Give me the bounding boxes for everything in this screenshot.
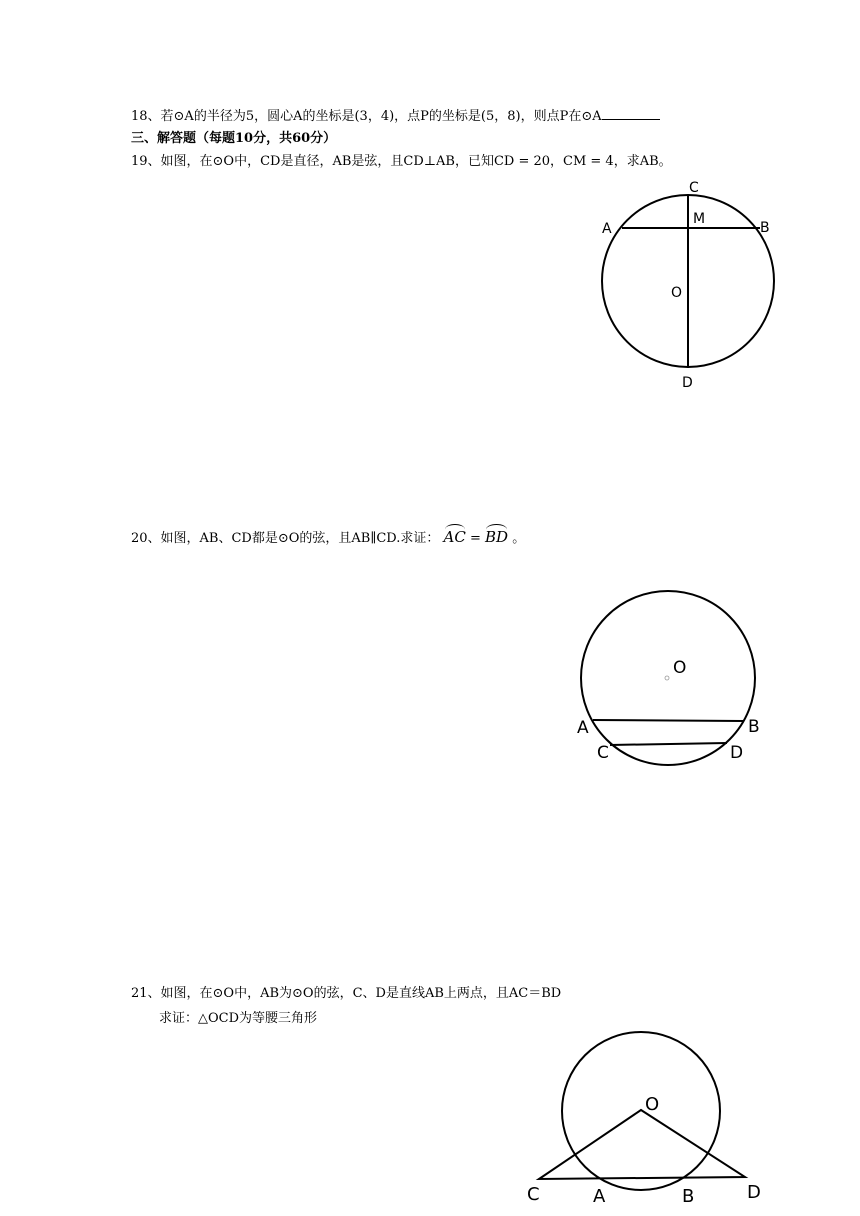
label-o: O [673,658,687,678]
label-c: C [689,180,699,196]
label-a: A [602,221,612,237]
label-d: D [682,375,693,391]
question-20 [131,524,525,548]
question-20-text: 20、如图，AB、CD都是⊙O的弦，且AB∥CD.求证： [131,531,440,546]
question-21-line1: 21、如图，在⊙O中，AB为⊙O的弦，C、D是直线AB上两点，且AC＝BD [131,986,562,1001]
answer-blank [602,107,660,120]
figure-21 [520,1030,780,1216]
label-o: O [671,285,683,301]
question-19-text: 19、如图，在⊙O中，CD是直径，AB是弦，且CD⊥AB，已知CD = 20，CM = 4，求AB。 [131,154,672,169]
figure-19 [590,175,790,395]
question-18 [131,107,660,126]
label-c: C [597,743,609,763]
label-m: M [693,211,706,227]
question-20-end: 。 [512,531,526,546]
figure-20 [570,585,780,775]
arc-ac: AC [444,524,466,546]
label-d: D [730,743,744,763]
equals-sign: = [469,531,481,546]
center-point [665,676,669,680]
label-b: B [682,1186,695,1207]
arc-bd: BD [485,524,508,546]
label-d: D [747,1182,761,1203]
chord-cd [610,743,727,745]
section-heading: 三、解答题（每题10分，共60分） [131,131,337,146]
label-a: A [593,1186,606,1207]
question-21-line2: 求证：△OCD为等腰三角形 [159,1011,318,1026]
circle-o [581,591,755,765]
question-18-text: 18、若⊙A的半径为5，圆心A的坐标是(3，4)，点P的坐标是(5，8)，则点P在⊙A [131,109,602,124]
label-a: A [577,718,589,738]
label-c: C [527,1184,540,1205]
label-o: O [645,1094,660,1115]
label-b: B [748,717,760,737]
chord-ab [593,720,743,721]
label-b: B [760,220,770,236]
